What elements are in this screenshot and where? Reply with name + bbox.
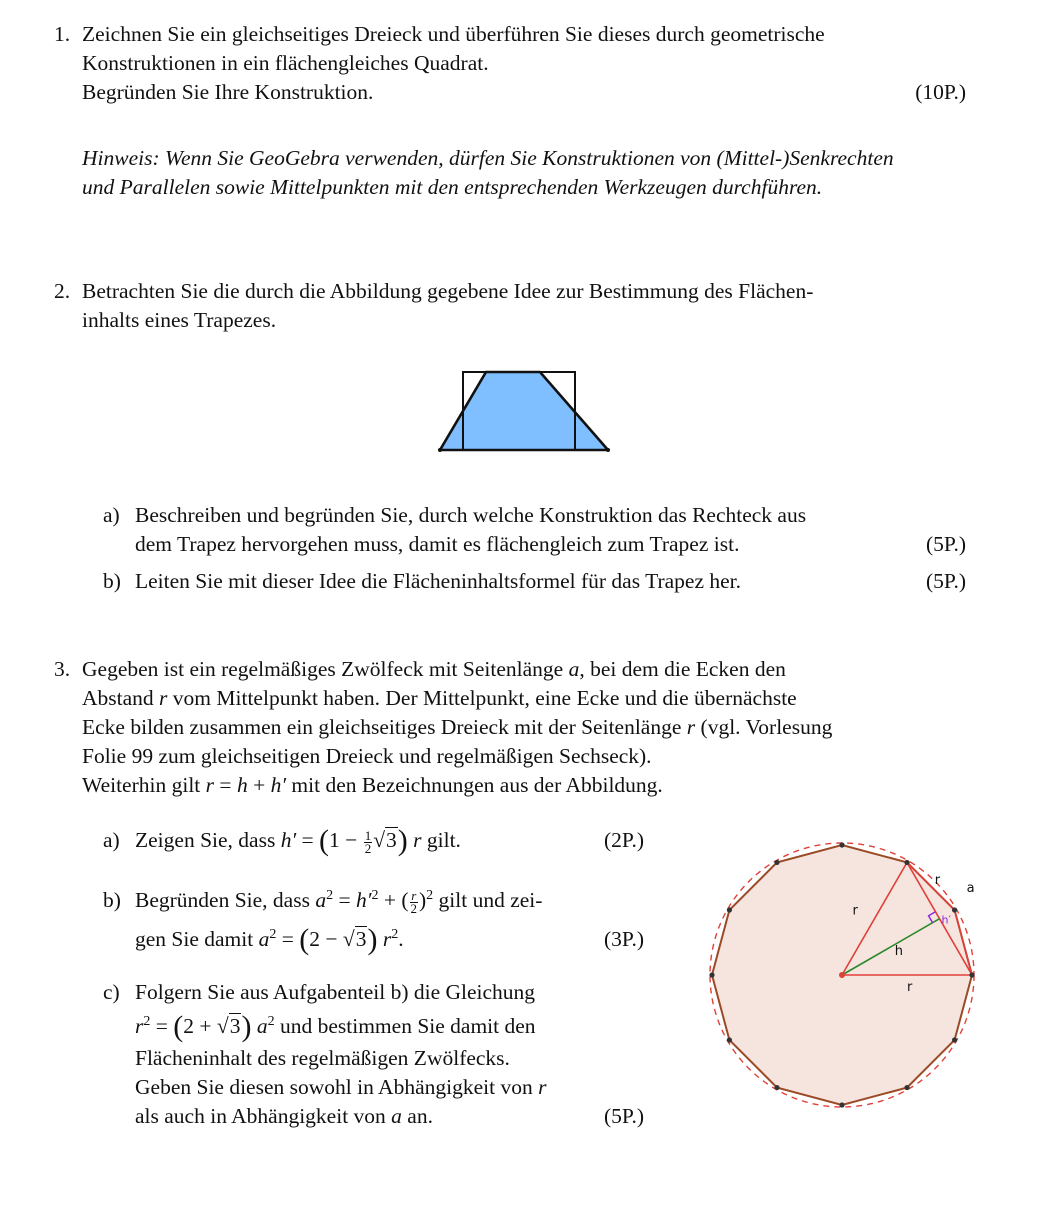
vertex-point [952, 1037, 957, 1042]
task-3a-points: (2P.) [604, 828, 645, 852]
vertex-point [839, 842, 844, 847]
task-1-number: 1. [54, 22, 71, 46]
task-3b-label: b) [103, 888, 121, 912]
task-3c-line-2: $r^2 = (2 + √3)$ $a^2$ und bestimmen Sie damit den [135, 1010, 536, 1043]
label-r-1: r [852, 903, 858, 919]
task-3c-line-4: Geben Sie diesen sowohl in Abhängigkeit von r [135, 1075, 547, 1099]
task-3c-points: (5P.) [604, 1104, 645, 1128]
vertex-point [709, 972, 714, 977]
task-3-line-2: Abstand r vom Mittelpunkt haben. Der Mittelpunkt, eine Ecke und die übernächste [82, 686, 797, 710]
label-a: a [966, 881, 975, 896]
vertex-point [969, 972, 974, 977]
vertex-point [774, 1085, 779, 1090]
task-2a-label: a) [103, 503, 120, 527]
vertex-point [727, 907, 732, 912]
vertex-point [839, 1102, 844, 1107]
task-1-hint-line-1: Hinweis: Wenn Sie GeoGebra verwenden, dürfen Sie Konstruktionen von (Mittel-)Senkrechten [82, 146, 894, 170]
vertex-point [904, 860, 909, 865]
task-3-line-4: Folie 99 zum gleichseitigen Dreieck und regelmäßigen Sechseck). [82, 744, 652, 768]
task-3-number: 3. [54, 657, 71, 681]
task-3a-label: a) [103, 828, 120, 852]
task-2a-line-2: dem Trapez hervorgehen muss, damit es flächengleich zum Trapez ist. [135, 532, 740, 556]
task-3b-points: (3P.) [604, 927, 645, 951]
task-2-line-1: Betrachten Sie die durch die Abbildung gegebene Idee zur Bestimmung des Flächen- [82, 279, 814, 303]
center-point [839, 972, 845, 978]
task-3-line-3: Ecke bilden zusammen ein gleichseitiges Dreieck mit der Seitenlänge r (vgl. Vorlesung [82, 715, 833, 739]
label-r-3: r [907, 980, 913, 995]
task-1-line-2: Konstruktionen in ein flächengleiches Quadrat. [82, 51, 489, 75]
task-2b-label: b) [103, 569, 121, 593]
task-3-line-1: Gegeben ist ein regelmäßiges Zwölfeck mit Seitenlänge a, bei dem die Ecken den [82, 657, 786, 681]
vertex-point [774, 860, 779, 865]
dodecagon-figure [700, 835, 990, 1115]
label-r-2: r [934, 873, 941, 889]
task-1-hint-line-2: und Parallelen sowie Mittelpunkten mit den entsprechenden Werkzeugen durchführen. [82, 175, 823, 199]
task-2a-points: (5P.) [925, 532, 966, 556]
task-1-points: (10P.) [915, 80, 966, 104]
task-1-line-1: Zeichnen Sie ein gleichseitiges Dreieck und überführen Sie dieses durch geometrische [82, 22, 825, 46]
label-h-prime: h′ [941, 913, 951, 927]
task-2b-line-1: Leiten Sie mit dieser Idee die Flächeninhaltsformel für das Trapez her. [135, 569, 741, 593]
task-1-line-3: Begründen Sie Ihre Konstruktion. [82, 80, 374, 104]
task-3b-line-2: gen Sie damit $a^2 = (2 - √3)$ $r^2$. [135, 923, 404, 956]
task-3c-line-1: Folgern Sie aus Aufgabenteil b) die Gleichung [135, 980, 536, 1004]
trapezoid-shape [440, 372, 608, 450]
task-3a-line-1: Zeigen Sie, dass h′ = (1 − $\frac{1}{2}$ √3) r gilt. [135, 824, 461, 857]
task-3c-line-3: Flächeninhalt des regelmäßigen Zwölfecks. [135, 1046, 510, 1070]
task-3b-line-1: Begründen Sie, dass $a^2 = h'^2$ + ( $\frac{r}{2}$ )$^2$ gilt und zei- [135, 887, 543, 916]
task-3c-line-5: als auch in Abhängigkeit von a an. [135, 1104, 433, 1128]
task-2b-points: (5P.) [925, 569, 966, 593]
task-3c-label: c) [103, 980, 120, 1004]
task-3-line-5: Weiterhin gilt r = h + h′ mit den Bezeichnungen aus der Abbildung. [82, 773, 663, 797]
task-2a-line-1: Beschreiben und begründen Sie, durch welche Konstruktion das Rechteck aus [135, 503, 807, 527]
vertex-point [952, 907, 957, 912]
task-2-number: 2. [54, 279, 71, 303]
task-2-line-2: inhalts eines Trapezes. [82, 308, 277, 332]
trapezoid-figure [430, 360, 620, 460]
vertex-point [904, 1085, 909, 1090]
label-h: h [894, 943, 903, 959]
vertex-point [727, 1037, 732, 1042]
